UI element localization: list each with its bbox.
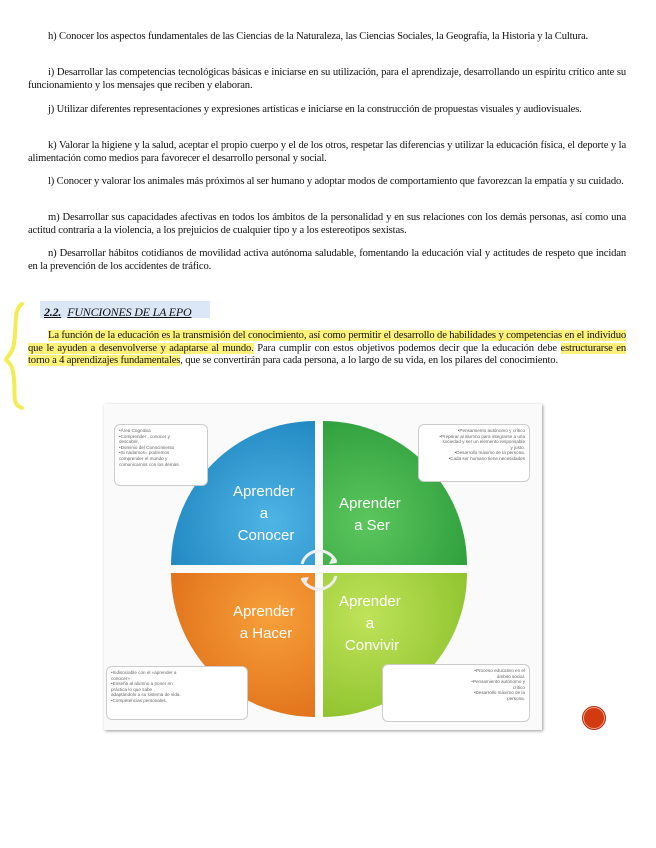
label-ser: Aprender a Ser [339,495,401,534]
objective-k: k) Valorar la higiene y la salud, aceptar el propio cuerpo y el de los otros, respetar las diferencias y utilizar la educación física, el deporte y la alimentación como medios para favorecer el desarrollo personal y social. [28,140,626,164]
objective-l: l) Conocer y valorar los animales más próximos al ser humano y adoptar modos de comportamiento que favorezcan la empatía y su cuidado. [48,176,624,187]
section-title: FUNCIONES DE LA EPO [67,305,192,319]
highlight-bracket [4,300,30,412]
label-hacer: Aprender a Hacer [233,603,295,642]
note-ser: •Pensamiento autónomo y crítico •Preparar al alumno para integrarse a una sociedad y ser un elemento responsable y justo. •Desarrollo máximo de la persona. •Cada ser humano tiene necesidades [418,424,530,482]
page-marker-dot [583,707,605,729]
four-pillars-figure [104,404,542,730]
note-hacer: •Indisociable con el «aprender a conocer» •Enseña al alumno a poner en práctica lo que sabe , adaptándolo a su sistema de vida. •Competencias personales. [106,666,248,720]
section-body: La función de la educación es la transmisión del conocimiento, así como permitir el desarrollo de habilidades y competencias en el individuo que le ayuden a desenvolverse y adaptarse al mundo. Para cumplir con estos objetivos podemos decir que la educación debe estructurarse en torno a 4 aprendizajes fundamentales, que se convertirán para cada persona, a lo largo de su vida, en los pilares del conocimiento. [28,330,626,367]
section-number: 2.2. [44,305,62,319]
objective-n: n) Desarrollar hábitos cotidianos de movilidad activa autónoma saludable, fomentando la educación vial y actitudes de respeto que incidan en la prevención de los accidentes de tráfico. [28,248,626,272]
objective-i: i) Desarrollar las competencias tecnológicas básicas e iniciarse en su utilización, para el aprendizaje, desarrollando un espíritu crítico ante su funcionamiento y los mensajes que reciben y elaboran. [28,67,626,91]
section-heading [44,305,192,320]
label-conocer: Aprender a Conocer [233,483,295,544]
highlight-2: estructurarse en torno a 4 aprendizajes fundamentales [28,342,626,367]
note-convivir: •Proceso educativo en el ámbito social. •Pensamiento autónomo y crítico •Desarrollo máximo de la persona. [382,664,530,722]
objective-j: j) Utilizar diferentes representaciones y expresiones artísticas e iniciarse en la construcción de propuestas visuales y audiovisuales. [48,104,582,115]
label-convivir: Aprender a Convivir [339,593,401,654]
objective-h: h) Conocer los aspectos fundamentales de las Ciencias de la Naturaleza, las Ciencias Sociales, la Geografía, la Historia y la Cultura. [48,31,588,42]
highlight-1: La función de la educación es la transmisión del conocimiento, así como permitir el desarrollo de habilidades y competencias en el individuo que le ayuden a desenvolverse y adaptarse al mundo. [28,330,626,354]
note-conocer: •Área Cognitiva •Comprender , conocer y descubrir. •Dominio del Conocimiento •Si nadamos= podremos comprender el mundo y comunicarnos con los demás. [114,424,208,486]
objective-m: m) Desarrollar sus capacidades afectivas en todos los ámbitos de la personalidad y en sus relaciones con los demás personas, así como una actitud contraria a la violencia, a los prejuicios de cualquier tipo y a los estereotipos sexistas. [28,212,626,236]
